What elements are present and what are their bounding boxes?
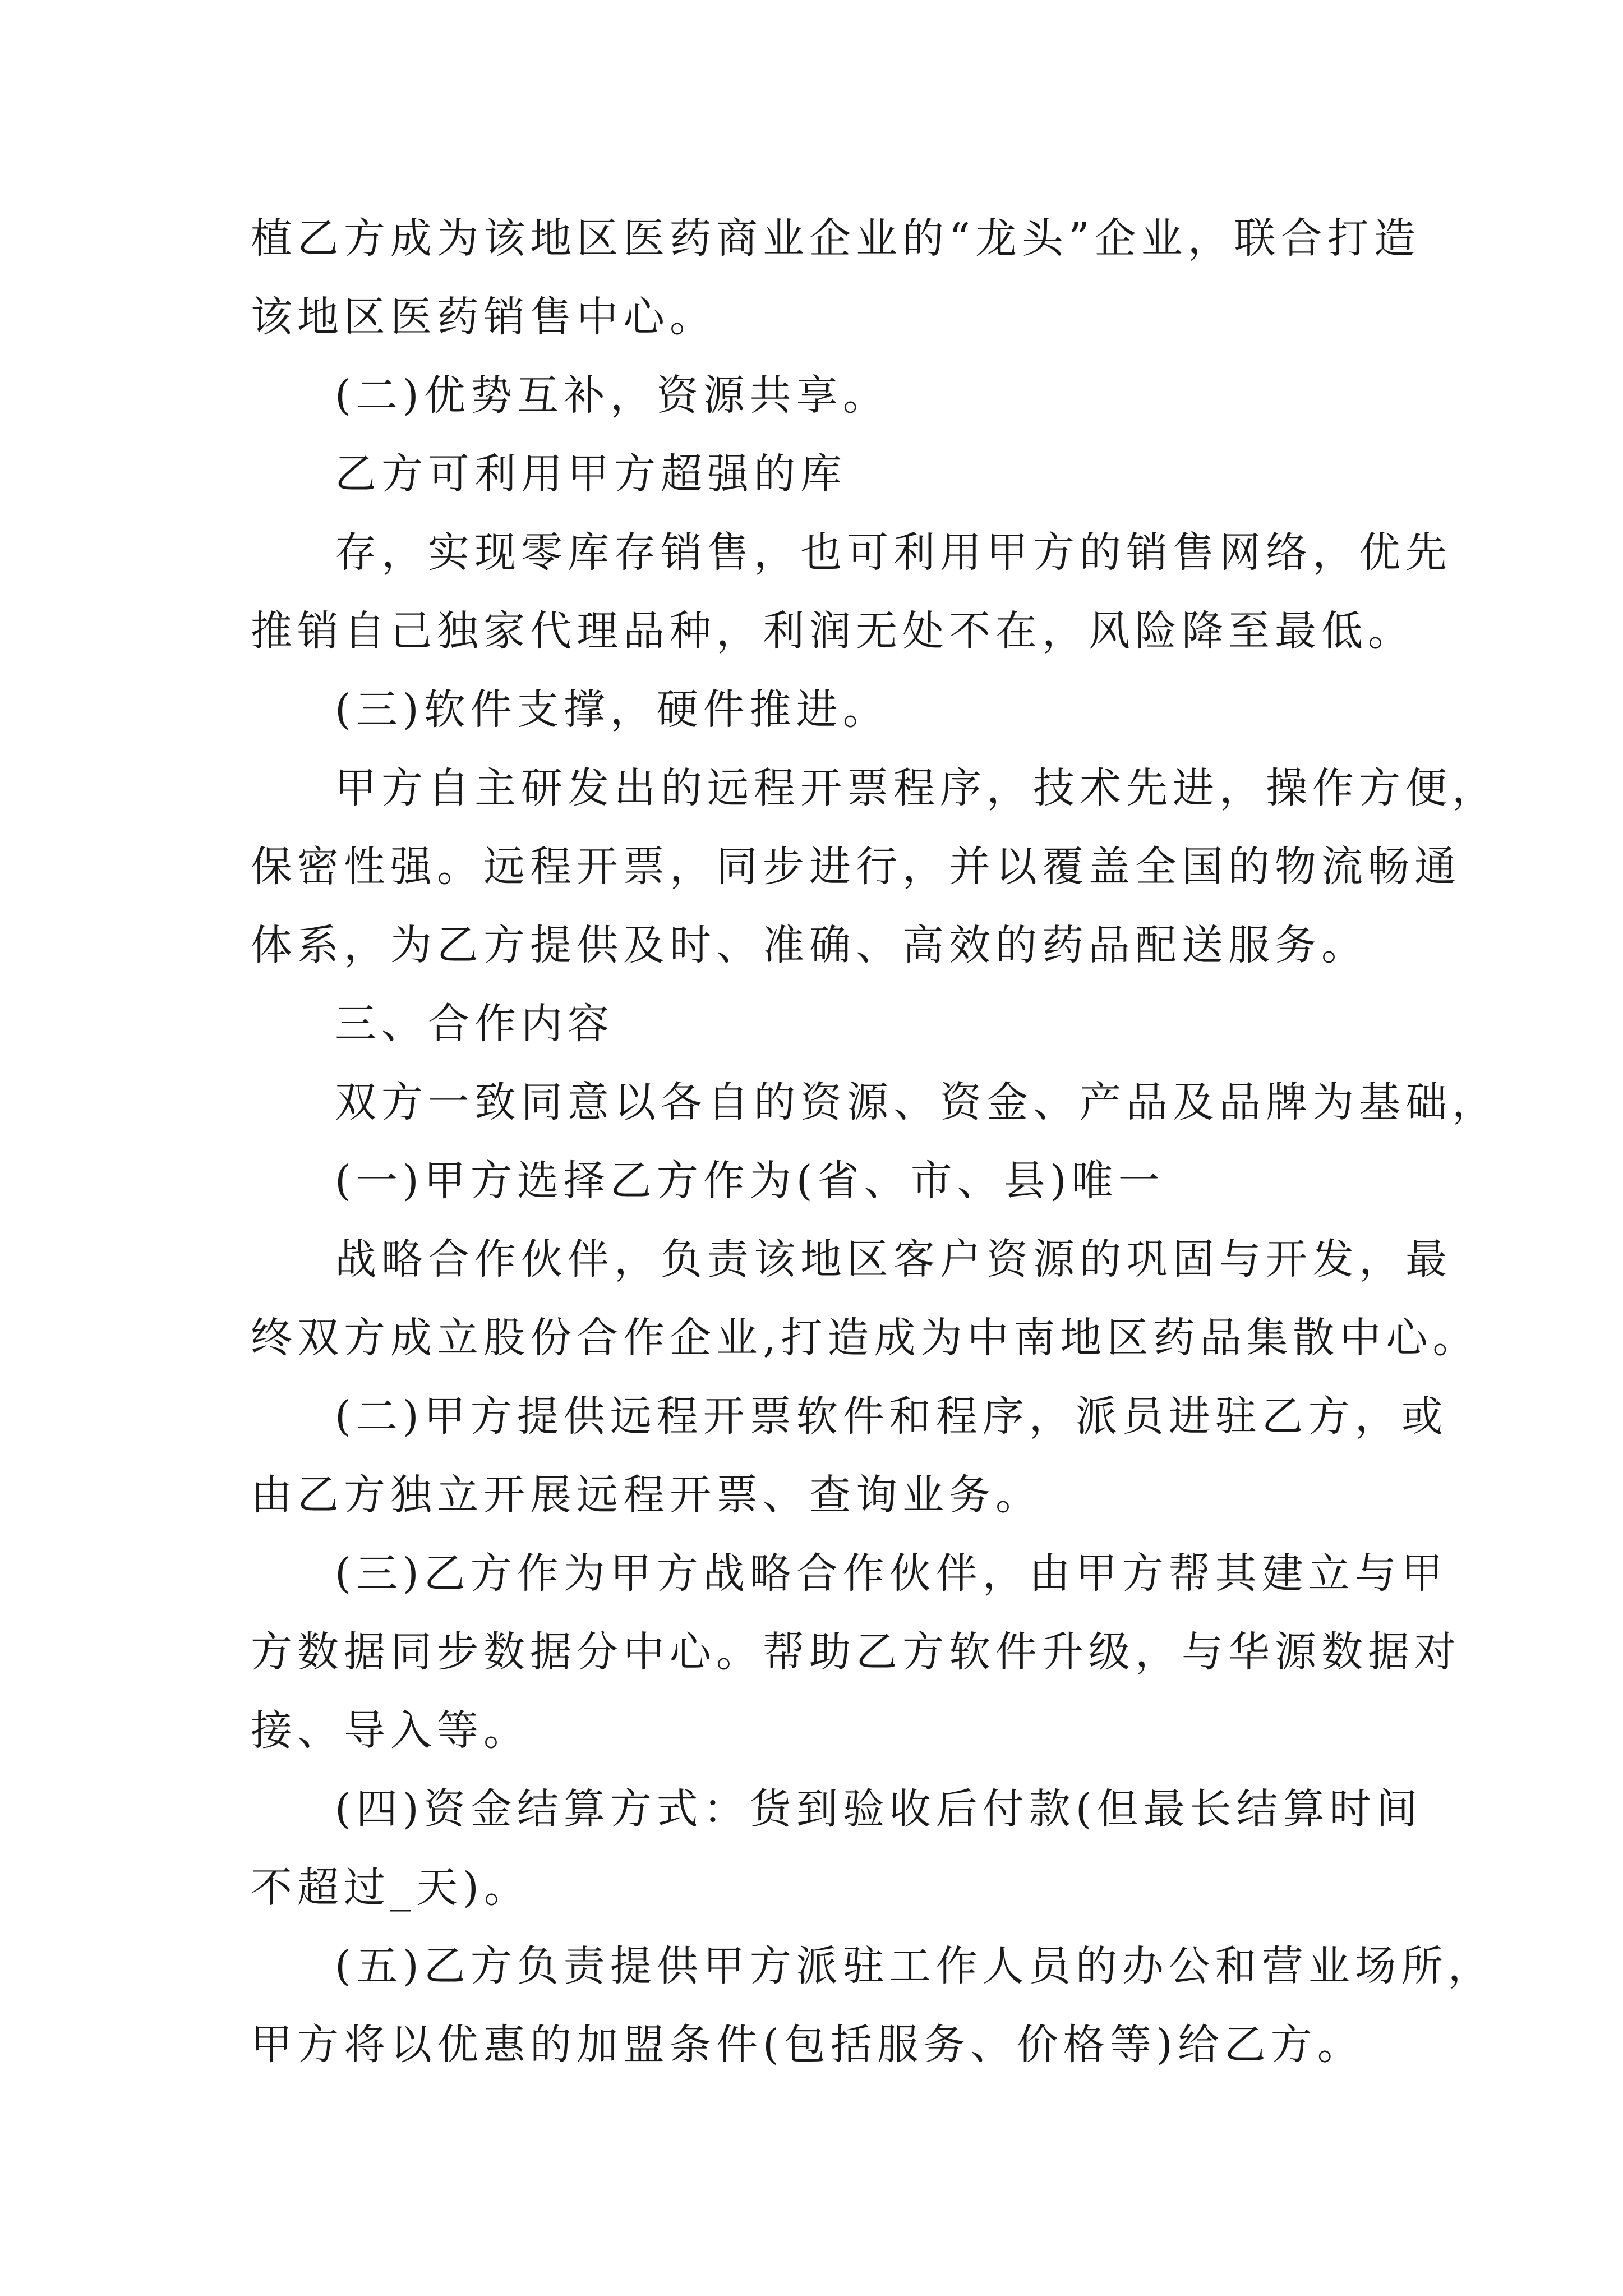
text-line-24: 甲方将以优惠的加盟条件(包括服务、价格等)给乙方。 (251, 2021, 1364, 2069)
clause-5: (五)乙方负责提供甲方派驻工作人员的办公和营业场所， (335, 1942, 1495, 1990)
clause-4: (四)资金结算方式：货到验收后付款(但最长结算时间 (335, 1785, 1423, 1833)
text-line-5: 存，实现零库存销售，也可利用甲方的销售网络，优先 (335, 528, 1452, 577)
text-line-8: 甲方自主研发出的远程开票程序，技术先进，操作方便， (335, 764, 1498, 812)
clause-1: (一)甲方选择乙方作为(省、市、县)唯一 (335, 1157, 1165, 1205)
text-line-6: 推销自己独家代理品种，利润无处不在，风险降至最低。 (251, 607, 1414, 655)
text-line-4: 乙方可利用甲方超强的库 (335, 450, 847, 498)
subheading-advantages: (二)优势互补，资源共享。 (335, 371, 889, 420)
text-line-9: 保密性强。远程开票，同步进行，并以覆盖全国的物流畅通 (251, 843, 1461, 891)
text-line-1: 植乙方成为该地区医药商业企业的“龙头”企业，联合打造 (251, 214, 1421, 263)
subheading-software: (三)软件支撑，硬件推进。 (335, 685, 889, 734)
text-line-10: 体系，为乙方提供及时、准确、高效的药品配送服务。 (251, 921, 1368, 969)
text-line-20: 接、导入等。 (251, 1706, 530, 1755)
text-line-19: 方数据同步数据分中心。帮助乙方软件升级，与华源数据对 (251, 1628, 1461, 1676)
text-line-14: 战略合作伙伴，负责该地区客户资源的巩固与开发，最 (335, 1235, 1452, 1283)
text-line-12: 双方一致同意以各自的资源、资金、产品及品牌为基础， (335, 1078, 1498, 1126)
text-line-15: 终双方成立股份合作企业,打造成为中南地区药品集散中心。 (251, 1314, 1479, 1362)
text-line-17: 由乙方独立开展远程开票、查询业务。 (251, 1471, 1042, 1519)
clause-2: (二)甲方提供远程开票软件和程序，派员进驻乙方，或 (335, 1392, 1448, 1441)
text-line-2: 该地区医药销售中心。 (251, 293, 716, 341)
section-heading-cooperation: 三、合作内容 (335, 1000, 614, 1048)
text-line-22: 不超过_天)。 (251, 1864, 531, 1912)
clause-3: (三)乙方作为甲方战略合作伙伴，由甲方帮其建立与甲 (335, 1549, 1448, 1598)
